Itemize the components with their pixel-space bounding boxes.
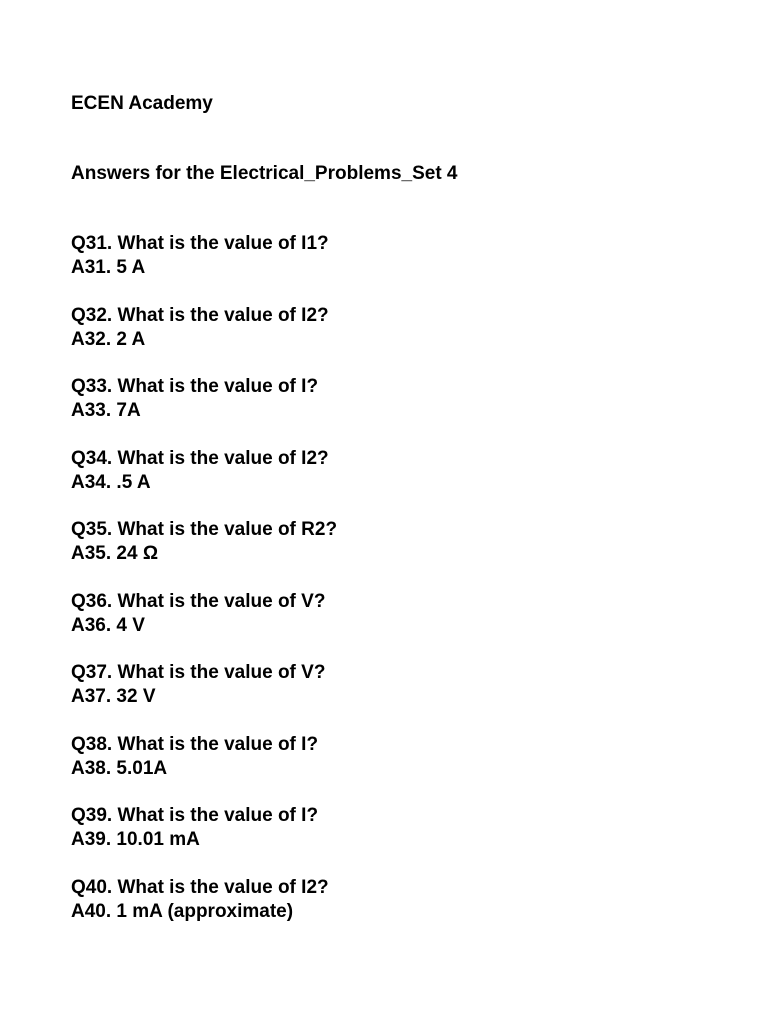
document-page [71,92,731,947]
question-text: Q38. What is the value of I? [71,733,319,755]
academy-name: ECEN Academy [71,93,213,114]
qa-item [71,375,731,423]
answer-text: A33. 7A [71,400,141,421]
question-text: Q35. What is the value of R2? [71,519,338,540]
answer-text: A40. 1 mA (approximate) [71,900,294,922]
qa-item [71,876,731,924]
question-text: Q32. What is the value of I2? [71,304,329,326]
answer-text: A34. .5 A [71,471,151,493]
answer-text: A31. 5 A [71,257,146,278]
qa-item [71,304,731,352]
qa-item [71,733,731,781]
question-text: Q36. What is the value of V? [71,590,326,612]
question-text: Q40. What is the value of I2? [71,876,329,898]
answer-text: A39. 10.01 mA [71,829,200,850]
question-text: Q37. What is the value of V? [71,662,326,683]
question-text: Q33. What is the value of I? [71,376,319,397]
qa-item [71,447,731,495]
question-text: Q31. What is the value of I1? [71,233,329,254]
answer-text: A37. 32 V [71,686,156,707]
qa-item [71,804,731,852]
answer-text: A36. 4 V [71,614,145,636]
answer-text: A38. 5.01A [71,757,168,779]
question-text: Q34. What is the value of I2? [71,447,329,469]
qa-item [71,590,731,638]
qa-item [71,661,731,709]
question-text: Q39. What is the value of I? [71,805,319,826]
answer-text: A35. 24 Ω [71,543,159,564]
answer-text: A32. 2 A [71,328,146,350]
qa-item [71,232,731,280]
document-title: Answers for the Electrical_Problems_Set 4 [71,163,458,184]
qa-item [71,518,731,566]
